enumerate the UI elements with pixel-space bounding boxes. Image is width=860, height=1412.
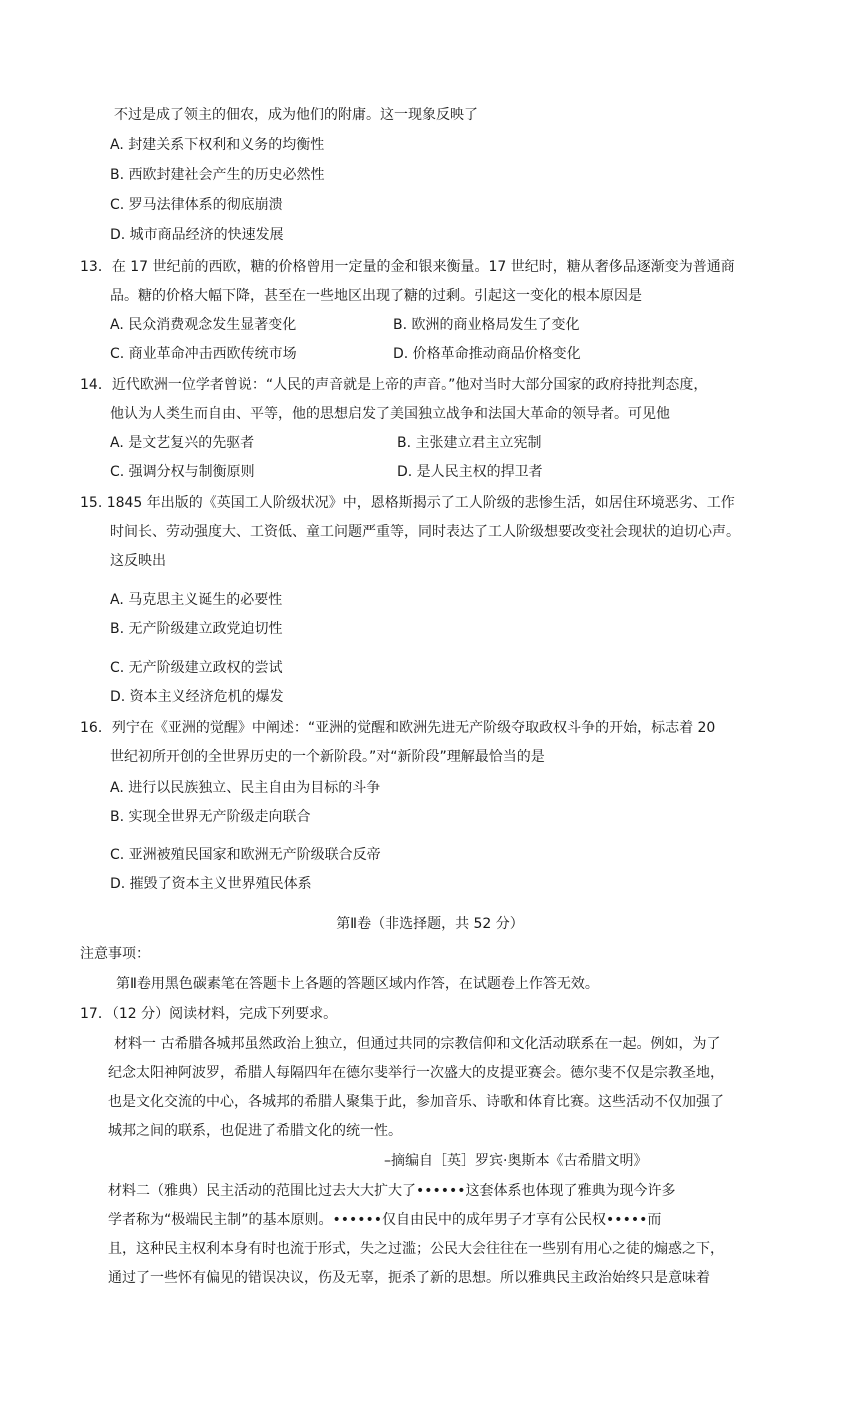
notice-label: 注意事项： [80, 946, 150, 962]
q13-option-d: D. 价格革命推动商品价格变化 [393, 346, 581, 362]
material-2-line3: 且，这种民主权利本身有时也流于形式，失之过滥；公民大会往往在一些别有用心之徒的煽惑之下， [108, 1241, 724, 1257]
material-2-line4: 通过了一些怀有偏见的错误决议，伤及无辜，扼杀了新的思想。所以雅典民主政治始终只是意味着 [108, 1270, 710, 1286]
q14-option-d: D. 是人民主权的捍卫者 [397, 464, 543, 480]
material-1-line2: 纪念太阳神阿波罗，希腊人每隔四年在德尔斐举行一次盛大的皮提亚赛会。德尔斐不仅是宗教圣地， [108, 1065, 724, 1081]
q13-option-b: B. 欧洲的商业格局发生了变化 [393, 317, 580, 333]
material-2-line1: 材料二（雅典）民主活动的范围比过去大大扩大了••••••这套体系也体现了雅典为现今许多 [108, 1183, 676, 1199]
material-1-line1: 材料一 古希腊各城邦虽然政治上独立，但通过共同的宗教信仰和文化活动联系在一起。例如，为了 [114, 1036, 721, 1052]
q14-option-c: C. 强调分权与制衡原则 [110, 464, 255, 480]
q15-option-b: B. 无产阶级建立政党迫切性 [110, 621, 283, 637]
material-1-line4: 城邦之间的联系，也促进了希腊文化的统一性。 [108, 1123, 402, 1139]
q14-option-b: B. 主张建立君主立宪制 [397, 435, 542, 451]
q12-continuation: 不过是成了领主的佃农，成为他们的附庸。这一现象反映了 [114, 107, 478, 123]
q15-option-d: D. 资本主义经济危机的爆发 [110, 689, 284, 705]
notice-text: 第Ⅱ卷用黑色碳素笔在答题卡上各题的答题区域内作答，在试题卷上作答无效。 [116, 976, 599, 992]
q16-stem-line2: 世纪初所开创的全世界历史的一个新阶段。”对“新阶段”理解最恰当的是 [110, 749, 545, 765]
q12-option-a: A. 封建关系下权利和义务的均衡性 [110, 137, 325, 153]
section-title: 第Ⅱ卷（非选择题，共 52 分） [336, 916, 524, 932]
q15-option-c: C. 无产阶级建立政权的尝试 [110, 660, 283, 676]
q13-stem-line2: 品。糖的价格大幅下降，甚至在一些地区出现了糖的过剩。引起这一变化的根本原因是 [110, 288, 642, 304]
q15-option-a: A. 马克思主义诞生的必要性 [110, 592, 283, 608]
q13-stem-line1: 13．在 17 世纪前的西欧，糖的价格曾用一定量的金和银来衡量。17 世纪时，糖从奢侈品逐渐变为普通商 [80, 259, 735, 275]
q14-option-a: A. 是文艺复兴的先驱者 [110, 435, 255, 451]
material-1-line3: 也是文化交流的中心，各城邦的希腊人聚集于此，参加音乐、诗歌和体育比赛。这些活动不仅加强了 [108, 1094, 724, 1110]
q12-option-b: B. 西欧封建社会产生的历史必然性 [110, 167, 325, 183]
q17-heading: 17．（12 分）阅读材料，完成下列要求。 [80, 1006, 338, 1022]
q16-option-a: A. 进行以民族独立、民主自由为目标的斗争 [110, 780, 381, 796]
q16-option-b: B. 实现全世界无产阶级走向联合 [110, 809, 311, 825]
q12-option-c: C. 罗马法律体系的彻底崩溃 [110, 197, 283, 213]
q16-option-d: D. 摧毁了资本主义世界殖民体系 [110, 876, 312, 892]
q14-stem-line1: 14．近代欧洲一位学者曾说：“人民的声音就是上帝的声音。”他对当时大部分国家的政府持批判态度， [80, 377, 708, 393]
q15-stem-line1: 15. 1845 年出版的《英国工人阶级状况》中，恩格斯揭示了工人阶级的悲惨生活，如居住环境恶劣、工作 [80, 495, 735, 511]
q15-stem-line3: 这反映出 [110, 553, 166, 569]
q13-option-a: A. 民众消费观念发生显著变化 [110, 317, 297, 333]
q13-option-c: C. 商业革命冲击西欧传统市场 [110, 346, 297, 362]
q12-option-d: D. 城市商品经济的快速发展 [110, 227, 284, 243]
material-1-source: –摘编自［英］罗宾·奥斯本《古希腊文明》 [384, 1153, 648, 1169]
q14-stem-line2: 他认为人类生而自由、平等，他的思想启发了美国独立战争和法国大革命的领导者。可见他 [110, 406, 670, 422]
q15-stem-line2: 时间长、劳动强度大、工资低、童工问题严重等，同时表达了工人阶级想要改变社会现状的迫切心声。 [110, 524, 740, 540]
material-2-line2: 学者称为“极端民主制”的基本原则。••••••仅自由民中的成年男子才享有公民权•••••而 [108, 1212, 662, 1228]
q16-option-c: C. 亚洲被殖民国家和欧洲无产阶级联合反帝 [110, 847, 381, 863]
q16-stem-line1: 16．列宁在《亚洲的觉醒》中阐述：“亚洲的觉醒和欧洲先进无产阶级夺取政权斗争的开始，标志着 20 [80, 720, 716, 736]
